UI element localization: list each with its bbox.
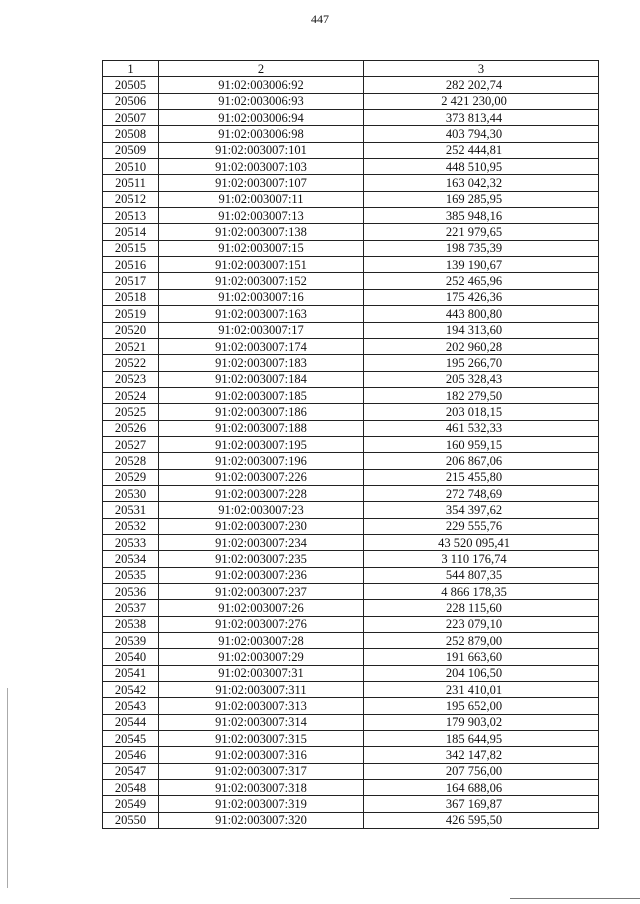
cadastral-value-cell: 163 042,32: [364, 175, 599, 191]
cadastral-value-cell: 342 147,82: [364, 747, 599, 763]
cadastral-number-cell: 91:02:003007:163: [159, 306, 364, 322]
row-number-cell: 20532: [103, 518, 159, 534]
table-row: [103, 257, 599, 273]
cadastral-number-cell: 91:02:003007:237: [159, 584, 364, 600]
cadastral-number-cell: 91:02:003007:230: [159, 518, 364, 534]
table-row: [103, 306, 599, 322]
cadastral-value-cell: 160 959,15: [364, 436, 599, 452]
row-number-cell: 20528: [103, 453, 159, 469]
column-header-1: 1: [103, 61, 159, 77]
table-row: [103, 616, 599, 632]
table-row: [103, 77, 599, 93]
table-row: [103, 534, 599, 550]
row-number-cell: 20521: [103, 338, 159, 354]
row-number-cell: 20541: [103, 665, 159, 681]
cadastral-value-cell: 221 979,65: [364, 224, 599, 240]
row-number-cell: 20512: [103, 191, 159, 207]
table-row: [103, 485, 599, 501]
row-number-cell: 20530: [103, 485, 159, 501]
row-number-cell: 20517: [103, 273, 159, 289]
row-number-cell: 20543: [103, 698, 159, 714]
cadastral-value-cell: 443 800,80: [364, 306, 599, 322]
row-number-cell: 20525: [103, 404, 159, 420]
table-row: [103, 796, 599, 812]
table-row: [103, 567, 599, 583]
cadastral-value-cell: 448 510,95: [364, 159, 599, 175]
table-row: [103, 453, 599, 469]
cadastral-number-cell: 91:02:003007:184: [159, 371, 364, 387]
row-number-cell: 20540: [103, 649, 159, 665]
cadastral-number-cell: 91:02:003007:183: [159, 355, 364, 371]
table-row: [103, 812, 599, 828]
cadastral-number-cell: 91:02:003007:13: [159, 208, 364, 224]
cadastral-number-cell: 91:02:003007:196: [159, 453, 364, 469]
cadastral-value-cell: 228 115,60: [364, 600, 599, 616]
row-number-cell: 20526: [103, 420, 159, 436]
cadastral-value-cell: 4 866 178,35: [364, 584, 599, 600]
row-number-cell: 20537: [103, 600, 159, 616]
cadastral-value-cell: 195 652,00: [364, 698, 599, 714]
table-row: [103, 371, 599, 387]
table-row: [103, 469, 599, 485]
cadastral-value-cell: 169 285,95: [364, 191, 599, 207]
cadastral-value-cell: 354 397,62: [364, 502, 599, 518]
row-number-cell: 20544: [103, 714, 159, 730]
cadastral-value-cell: 202 960,28: [364, 338, 599, 354]
cadastral-value-cell: 215 455,80: [364, 469, 599, 485]
cadastral-number-cell: 91:02:003006:98: [159, 126, 364, 142]
cadastral-value-cell: 43 520 095,41: [364, 534, 599, 550]
table-row: [103, 649, 599, 665]
row-number-cell: 20524: [103, 387, 159, 403]
header-row: [103, 61, 599, 77]
cadastral-number-cell: 91:02:003007:26: [159, 600, 364, 616]
table-row: [103, 224, 599, 240]
row-number-cell: 20513: [103, 208, 159, 224]
cadastral-number-cell: 91:02:003007:28: [159, 633, 364, 649]
table-row: [103, 747, 599, 763]
row-number-cell: 20535: [103, 567, 159, 583]
cadastral-value-cell: 544 807,35: [364, 567, 599, 583]
cadastral-value-cell: 252 879,00: [364, 633, 599, 649]
cadastral-value-cell: 205 328,43: [364, 371, 599, 387]
table-row: [103, 175, 599, 191]
table-row: [103, 289, 599, 305]
cadastral-value-cell: 204 106,50: [364, 665, 599, 681]
row-number-cell: 20511: [103, 175, 159, 191]
cadastral-number-cell: 91:02:003007:29: [159, 649, 364, 665]
table-row: [103, 387, 599, 403]
table-body: [103, 77, 599, 829]
row-number-cell: 20546: [103, 747, 159, 763]
scan-edge-line: [7, 688, 8, 888]
table-row: [103, 338, 599, 354]
cadastral-number-cell: 91:02:003007:185: [159, 387, 364, 403]
row-number-cell: 20527: [103, 436, 159, 452]
cadastral-number-cell: 91:02:003007:317: [159, 763, 364, 779]
table-row: [103, 714, 599, 730]
row-number-cell: 20518: [103, 289, 159, 305]
cadastral-value-cell: 229 555,76: [364, 518, 599, 534]
table-header: [103, 61, 599, 77]
cadastral-value-cell: 195 266,70: [364, 355, 599, 371]
cadastral-number-cell: 91:02:003007:107: [159, 175, 364, 191]
table-row: [103, 600, 599, 616]
cadastral-value-cell: 272 748,69: [364, 485, 599, 501]
table-row: [103, 126, 599, 142]
table-row: [103, 110, 599, 126]
cadastral-number-cell: 91:02:003007:234: [159, 534, 364, 550]
cadastral-number-cell: 91:02:003007:228: [159, 485, 364, 501]
cadastral-number-cell: 91:02:003007:103: [159, 159, 364, 175]
row-number-cell: 20507: [103, 110, 159, 126]
cadastral-value-cell: 426 595,50: [364, 812, 599, 828]
table-row: [103, 698, 599, 714]
row-number-cell: 20548: [103, 780, 159, 796]
row-number-cell: 20533: [103, 534, 159, 550]
row-number-cell: 20520: [103, 322, 159, 338]
table-row: [103, 142, 599, 158]
table-row: [103, 518, 599, 534]
cadastral-number-cell: 91:02:003007:188: [159, 420, 364, 436]
cadastral-value-cell: 3 110 176,74: [364, 551, 599, 567]
cadastral-number-cell: 91:02:003007:319: [159, 796, 364, 812]
row-number-cell: 20549: [103, 796, 159, 812]
table-row: [103, 191, 599, 207]
row-number-cell: 20550: [103, 812, 159, 828]
cadastral-number-cell: 91:02:003007:152: [159, 273, 364, 289]
cadastral-value-cell: 2 421 230,00: [364, 93, 599, 109]
cadastral-value-cell: 207 756,00: [364, 763, 599, 779]
table-row: [103, 682, 599, 698]
table-row: [103, 665, 599, 681]
row-number-cell: 20534: [103, 551, 159, 567]
cadastral-number-cell: 91:02:003007:11: [159, 191, 364, 207]
table-row: [103, 159, 599, 175]
cadastral-value-cell: 282 202,74: [364, 77, 599, 93]
row-number-cell: 20536: [103, 584, 159, 600]
cadastral-number-cell: 91:02:003007:23: [159, 502, 364, 518]
row-number-cell: 20510: [103, 159, 159, 175]
row-number-cell: 20539: [103, 633, 159, 649]
row-number-cell: 20519: [103, 306, 159, 322]
cadastral-value-cell: 185 644,95: [364, 731, 599, 747]
cadastral-value-cell: 182 279,50: [364, 387, 599, 403]
cadastral-number-cell: 91:02:003007:315: [159, 731, 364, 747]
cadastral-value-cell: 194 313,60: [364, 322, 599, 338]
table-row: [103, 240, 599, 256]
row-number-cell: 20545: [103, 731, 159, 747]
cadastral-value-cell: 175 426,36: [364, 289, 599, 305]
cadastral-value-cell: 139 190,67: [364, 257, 599, 273]
cadastral-number-cell: 91:02:003007:318: [159, 780, 364, 796]
cadastral-number-cell: 91:02:003007:316: [159, 747, 364, 763]
row-number-cell: 20531: [103, 502, 159, 518]
row-number-cell: 20508: [103, 126, 159, 142]
cadastral-number-cell: 91:02:003007:311: [159, 682, 364, 698]
row-number-cell: 20515: [103, 240, 159, 256]
cadastral-number-cell: 91:02:003007:236: [159, 567, 364, 583]
cadastral-value-table: [102, 60, 599, 829]
cadastral-number-cell: 91:02:003006:93: [159, 93, 364, 109]
cadastral-number-cell: 91:02:003007:17: [159, 322, 364, 338]
row-number-cell: 20547: [103, 763, 159, 779]
cadastral-value-cell: 252 444,81: [364, 142, 599, 158]
table-row: [103, 93, 599, 109]
cadastral-value-cell: 164 688,06: [364, 780, 599, 796]
row-number-cell: 20542: [103, 682, 159, 698]
cadastral-value-cell: 203 018,15: [364, 404, 599, 420]
scan-footer-line: [510, 898, 640, 899]
cadastral-number-cell: 91:02:003006:92: [159, 77, 364, 93]
cadastral-number-cell: 91:02:003007:320: [159, 812, 364, 828]
row-number-cell: 20538: [103, 616, 159, 632]
table-row: [103, 502, 599, 518]
cadastral-number-cell: 91:02:003007:101: [159, 142, 364, 158]
table-row: [103, 551, 599, 567]
cadastral-value-cell: 385 948,16: [364, 208, 599, 224]
row-number-cell: 20522: [103, 355, 159, 371]
table-row: [103, 322, 599, 338]
cadastral-value-cell: 206 867,06: [364, 453, 599, 469]
row-number-cell: 20529: [103, 469, 159, 485]
cadastral-number-cell: 91:02:003006:94: [159, 110, 364, 126]
cadastral-value-cell: 198 735,39: [364, 240, 599, 256]
cadastral-number-cell: 91:02:003007:314: [159, 714, 364, 730]
table-row: [103, 436, 599, 452]
row-number-cell: 20509: [103, 142, 159, 158]
row-number-cell: 20516: [103, 257, 159, 273]
cadastral-value-cell: 403 794,30: [364, 126, 599, 142]
cadastral-value-cell: 373 813,44: [364, 110, 599, 126]
cadastral-value-cell: 367 169,87: [364, 796, 599, 812]
cadastral-value-cell: 191 663,60: [364, 649, 599, 665]
cadastral-number-cell: 91:02:003007:313: [159, 698, 364, 714]
cadastral-value-cell: 179 903,02: [364, 714, 599, 730]
table-row: [103, 208, 599, 224]
cadastral-value-cell: 223 079,10: [364, 616, 599, 632]
table-row: [103, 355, 599, 371]
table-row: [103, 584, 599, 600]
cadastral-number-cell: 91:02:003007:31: [159, 665, 364, 681]
cadastral-value-cell: 231 410,01: [364, 682, 599, 698]
table-row: [103, 404, 599, 420]
cadastral-number-cell: 91:02:003007:226: [159, 469, 364, 485]
row-number-cell: 20505: [103, 77, 159, 93]
cadastral-number-cell: 91:02:003007:16: [159, 289, 364, 305]
cadastral-number-cell: 91:02:003007:276: [159, 616, 364, 632]
table-row: [103, 763, 599, 779]
page-number: 447: [311, 12, 329, 26]
row-number-cell: 20523: [103, 371, 159, 387]
table-row: [103, 731, 599, 747]
cadastral-value-cell: 461 532,33: [364, 420, 599, 436]
cadastral-number-cell: 91:02:003007:151: [159, 257, 364, 273]
column-header-3: 3: [364, 61, 599, 77]
table-row: [103, 633, 599, 649]
cadastral-number-cell: 91:02:003007:195: [159, 436, 364, 452]
cadastral-number-cell: 91:02:003007:138: [159, 224, 364, 240]
row-number-cell: 20514: [103, 224, 159, 240]
table-row: [103, 420, 599, 436]
cadastral-number-cell: 91:02:003007:15: [159, 240, 364, 256]
row-number-cell: 20506: [103, 93, 159, 109]
cadastral-number-cell: 91:02:003007:235: [159, 551, 364, 567]
column-header-2: 2: [159, 61, 364, 77]
cadastral-value-cell: 252 465,96: [364, 273, 599, 289]
table-row: [103, 273, 599, 289]
cadastral-number-cell: 91:02:003007:186: [159, 404, 364, 420]
cadastral-number-cell: 91:02:003007:174: [159, 338, 364, 354]
table-row: [103, 780, 599, 796]
